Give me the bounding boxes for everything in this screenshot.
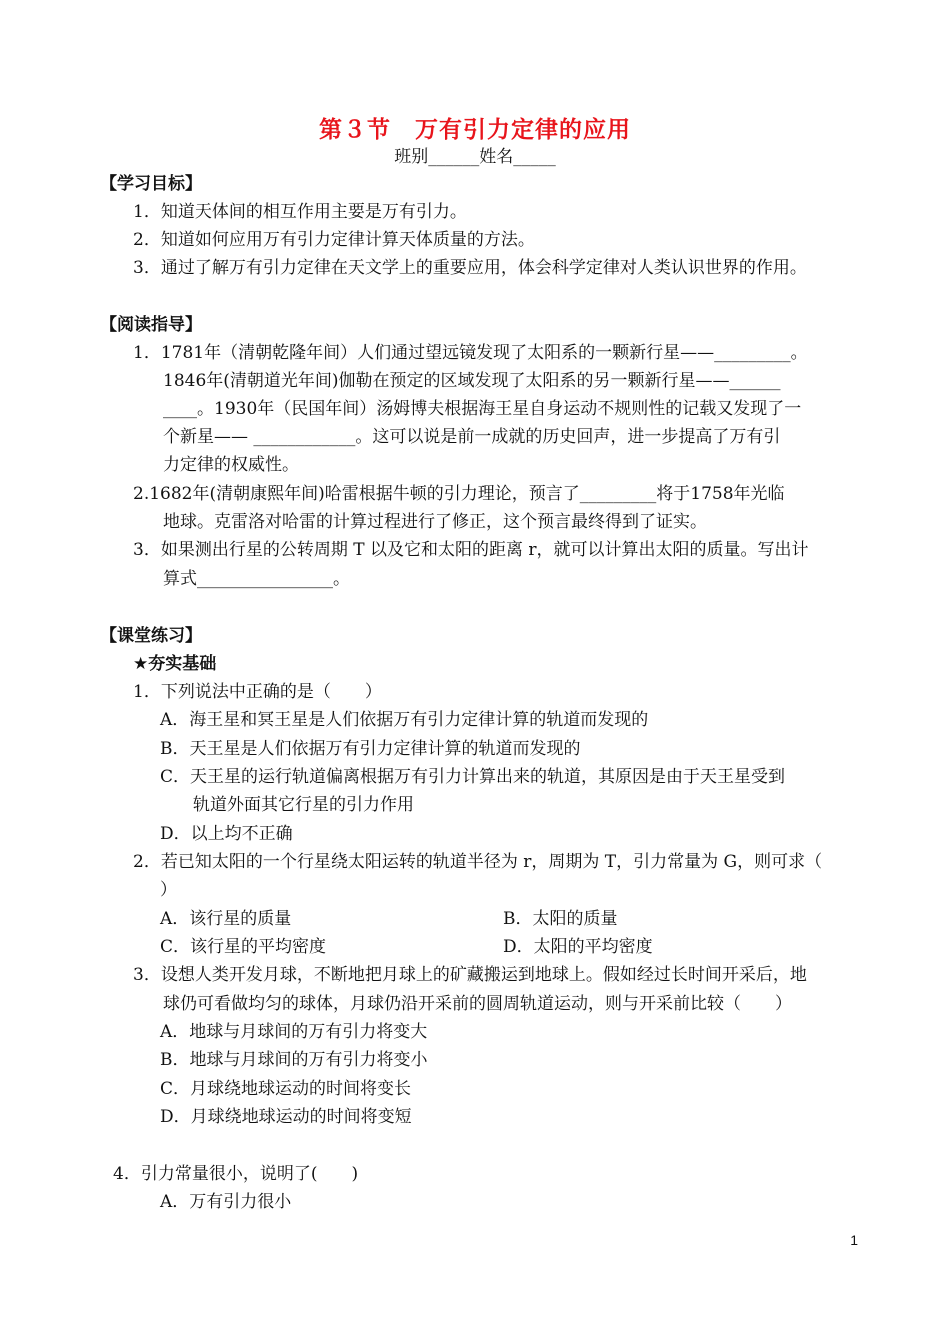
- goal-item: 2．知道如何应用万有引力定律计算天体质量的方法。: [133, 230, 535, 250]
- q2-option-d: D．太阳的平均密度: [503, 937, 653, 957]
- q1-option-d: D．以上均不正确: [160, 824, 293, 844]
- reading-line: 地球。克雷洛对哈雷的计算过程进行了修正，这个预言最终得到了证实。: [163, 512, 707, 532]
- q3-option-b: B．地球与月球间的万有引力将变小: [160, 1050, 428, 1070]
- reading-heading: 【阅读指导】: [100, 315, 202, 335]
- q1-option-a: A．海王星和冥王星是人们依据万有引力定律计算的轨道而发现的: [160, 710, 649, 730]
- q1-option-b: B．天王星是人们依据万有引力定律计算的轨道而发现的: [160, 739, 581, 759]
- reading-line: 个新星—— ____________。这可以说是前一成就的历史回声，进一步提高了万有引: [163, 427, 781, 447]
- reading-line: 2.1682年(清朝康熙年间)哈雷根据牛顿的引力理论，预言了_________将于1758年光临: [133, 484, 785, 504]
- goals-heading: 【学习目标】: [100, 174, 202, 194]
- practice-heading: 【课堂练习】: [100, 626, 202, 646]
- q2-option-c: C．该行星的平均密度: [160, 937, 327, 957]
- q4-option-a: A．万有引力很小: [160, 1192, 292, 1212]
- q2-option-a: A．该行星的质量: [160, 909, 292, 929]
- reading-line: ____。1930年（民国年间）汤姆博夫根据海王星自身运动不规则性的记载又发现了一: [163, 399, 802, 419]
- q2-option-b: B．太阳的质量: [503, 909, 618, 929]
- page-number: 1: [850, 1232, 858, 1248]
- question-2-stem: 2．若已知太阳的一个行星绕太阳运转的轨道半径为 r，周期为 T，引力常量为 G，则可求（: [133, 852, 823, 872]
- question-4-stem: 4．引力常量很小，说明了( ): [113, 1164, 359, 1184]
- page-title: 第３节 万有引力定律的应用: [319, 117, 631, 143]
- reading-line: 1846年(清朝道光年间)伽勒在预定的区域发现了太阳系的另一颗新行星——______: [163, 371, 781, 391]
- q3-option-a: A．地球与月球间的万有引力将变大: [160, 1022, 428, 1042]
- reading-line: 算式________________。: [163, 569, 350, 589]
- q1-option-c-cont: 轨道外面其它行星的引力作用: [193, 795, 414, 815]
- goal-item: 1．知道天体间的相互作用主要是万有引力。: [133, 202, 467, 222]
- class-name-line: 班别______姓名_____: [394, 147, 556, 167]
- question-2-stem-cont: ）: [160, 880, 177, 900]
- q3-option-d: D．月球绕地球运动的时间将变短: [160, 1107, 412, 1127]
- question-1-stem: 1．下列说法中正确的是（ ）: [133, 682, 382, 702]
- q3-option-c: C．月球绕地球运动的时间将变长: [160, 1079, 412, 1099]
- q1-option-c: C．天王星的运行轨道偏离根据万有引力计算出来的轨道，其原因是由于天王星受到: [160, 767, 786, 787]
- question-3-stem-cont: 球仍可看做均匀的球体，月球仍沿开采前的圆周轨道运动，则与开采前比较（ ）: [163, 994, 792, 1014]
- reading-line: 3．如果测出行星的公转周期 T 以及它和太阳的距离 r，就可以计算出太阳的质量。写出计: [133, 540, 809, 560]
- goal-item: 3．通过了解万有引力定律在天文学上的重要应用，体会科学定律对人类认识世界的作用。: [133, 258, 807, 278]
- reading-line: 力定律的权威性。: [163, 455, 299, 475]
- question-3-stem: 3．设想人类开发月球，不断地把月球上的矿藏搬运到地球上。假如经过长时间开采后，地: [133, 965, 807, 985]
- reading-line: 1．1781年（清朝乾隆年间）人们通过望远镜发现了太阳系的一颗新行星——_________。: [133, 343, 808, 363]
- practice-subheading: ★夯实基础: [133, 654, 217, 674]
